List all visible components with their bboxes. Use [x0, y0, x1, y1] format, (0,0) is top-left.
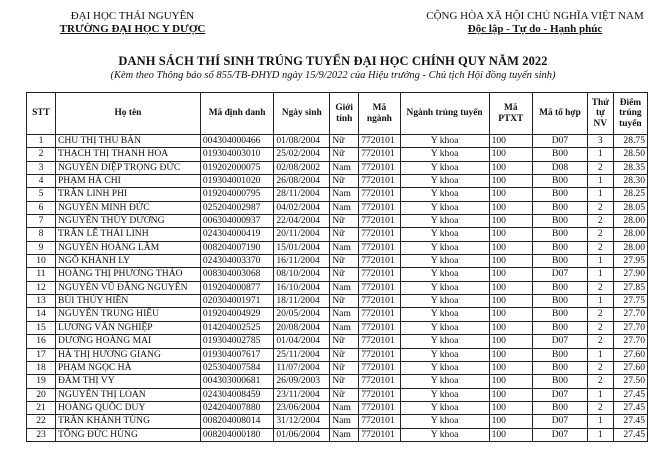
- cell-ma-ptxt: 100: [489, 148, 532, 161]
- cell-nganh-trung-tuyen: Y khoa: [400, 428, 489, 441]
- column-header-stt: STT: [27, 93, 56, 135]
- cell-ma-ptxt: 100: [489, 335, 532, 348]
- column-header-diem-trung-tuyen: Điểm trúng tuyển: [613, 93, 647, 135]
- national-motto: Độc lập - Tự do - Hạnh phúc: [467, 23, 603, 35]
- cell-ma-dinh-danh: 024304000419: [200, 228, 273, 241]
- cell-gioi-tinh: Nữ: [330, 255, 359, 268]
- cell-ma-nganh: 7720101: [359, 321, 400, 334]
- column-header-ma-dinh-danh: Mã định danh: [200, 93, 273, 135]
- cell-thu-tu-nv: 2: [587, 361, 613, 374]
- document-title: DANH SÁCH THÍ SINH TRÚNG TUYỂN ĐẠI HỌC CHÍNH QUY NĂM 2022: [118, 54, 548, 68]
- cell-ma-dinh-danh: 025204002987: [200, 201, 273, 214]
- cell-ma-ptxt: 100: [489, 188, 532, 201]
- cell-gioi-tinh: Nữ: [330, 135, 359, 148]
- cell-stt: 2: [27, 148, 56, 161]
- cell-nganh-trung-tuyen: Y khoa: [400, 148, 489, 161]
- cell-ma-nganh: 7720101: [359, 308, 400, 321]
- cell-ma-ptxt: 100: [489, 161, 532, 174]
- cell-ma-nganh: 7720101: [359, 255, 400, 268]
- cell-ngay-sinh: 23/11/2004: [274, 388, 330, 401]
- cell-nganh-trung-tuyen: Y khoa: [400, 295, 489, 308]
- cell-ma-to-hop: D07: [533, 388, 588, 401]
- national-header: [415, 10, 655, 36]
- cell-ma-ptxt: 100: [489, 361, 532, 374]
- cell-thu-tu-nv: 3: [587, 135, 613, 148]
- table-row: [27, 148, 648, 161]
- cell-thu-tu-nv: 2: [587, 241, 613, 254]
- cell-thu-tu-nv: 1: [587, 428, 613, 441]
- cell-stt: 1: [27, 135, 56, 148]
- cell-stt: 17: [27, 348, 56, 361]
- cell-diem-trung-tuyen: 28.50: [613, 148, 647, 161]
- cell-ma-nganh: 7720101: [359, 135, 400, 148]
- table-row: [27, 175, 648, 188]
- cell-nganh-trung-tuyen: Y khoa: [400, 308, 489, 321]
- cell-stt: 22: [27, 415, 56, 428]
- cell-ho-ten: NGUYỄN VŨ ĐĂNG NGUYÊN: [55, 281, 200, 294]
- column-header-ma-to-hop: Mã tổ hợp: [533, 93, 588, 135]
- cell-ma-nganh: 7720101: [359, 175, 400, 188]
- table-row: [27, 415, 648, 428]
- column-header-gioi-tinh: Giới tính: [330, 93, 359, 135]
- cell-ma-dinh-danh: 025304007584: [200, 361, 273, 374]
- table-row: [27, 428, 648, 441]
- cell-ma-ptxt: 100: [489, 268, 532, 281]
- cell-ma-ptxt: 100: [489, 348, 532, 361]
- cell-gioi-tinh: Nam: [330, 241, 359, 254]
- cell-ma-dinh-danh: 004304000466: [200, 135, 273, 148]
- cell-diem-trung-tuyen: 27.45: [613, 415, 647, 428]
- cell-ma-dinh-danh: 008204007190: [200, 241, 273, 254]
- cell-ma-dinh-danh: 019304002785: [200, 335, 273, 348]
- cell-ma-to-hop: B00: [533, 281, 588, 294]
- column-header-ma-ptxt: Mã PTXT: [489, 93, 532, 135]
- cell-gioi-tinh: Nữ: [330, 268, 359, 281]
- cell-ma-dinh-danh: 024204007880: [200, 401, 273, 414]
- cell-ma-nganh: 7720101: [359, 268, 400, 281]
- cell-gioi-tinh: Nam: [330, 415, 359, 428]
- cell-thu-tu-nv: 2: [587, 281, 613, 294]
- cell-diem-trung-tuyen: 27.45: [613, 428, 647, 441]
- cell-ma-nganh: 7720101: [359, 428, 400, 441]
- cell-ho-ten: TRẦN KHÁNH TÙNG: [55, 415, 200, 428]
- cell-ho-ten: THẠCH THỊ THANH HOA: [55, 148, 200, 161]
- column-header-nganh-trung-tuyen: Ngành trúng tuyển: [400, 93, 489, 135]
- table-row: [27, 321, 648, 334]
- cell-ma-nganh: 7720101: [359, 148, 400, 161]
- cell-ma-dinh-danh: 019204000877: [200, 281, 273, 294]
- cell-ma-ptxt: 100: [489, 295, 532, 308]
- cell-nganh-trung-tuyen: Y khoa: [400, 335, 489, 348]
- cell-diem-trung-tuyen: 27.70: [613, 335, 647, 348]
- cell-ma-ptxt: 100: [489, 281, 532, 294]
- cell-ma-to-hop: D07: [533, 335, 588, 348]
- cell-ma-to-hop: B00: [533, 295, 588, 308]
- cell-diem-trung-tuyen: 27.60: [613, 348, 647, 361]
- cell-ngay-sinh: 16/11/2004: [274, 255, 330, 268]
- cell-nganh-trung-tuyen: Y khoa: [400, 375, 489, 388]
- cell-nganh-trung-tuyen: Y khoa: [400, 321, 489, 334]
- cell-ho-ten: NGUYỄN THÙY DƯƠNG: [55, 215, 200, 228]
- cell-ma-nganh: 7720101: [359, 388, 400, 401]
- cell-diem-trung-tuyen: 28.00: [613, 215, 647, 228]
- cell-ma-to-hop: B00: [533, 308, 588, 321]
- cell-thu-tu-nv: 2: [587, 228, 613, 241]
- cell-diem-trung-tuyen: 28.05: [613, 201, 647, 214]
- cell-ho-ten: LƯƠNG VĂN NGHIỆP: [55, 321, 200, 334]
- cell-ngay-sinh: 02/08/2002: [274, 161, 330, 174]
- cell-ma-ptxt: 100: [489, 215, 532, 228]
- table-header-row: [27, 93, 648, 135]
- cell-ma-nganh: 7720101: [359, 201, 400, 214]
- cell-ma-to-hop: B00: [533, 321, 588, 334]
- table-row: [27, 135, 648, 148]
- cell-ma-dinh-danh: 024304008459: [200, 388, 273, 401]
- cell-nganh-trung-tuyen: Y khoa: [400, 255, 489, 268]
- cell-nganh-trung-tuyen: Y khoa: [400, 415, 489, 428]
- table-row: [27, 348, 648, 361]
- cell-ma-dinh-danh: 019304007617: [200, 348, 273, 361]
- cell-nganh-trung-tuyen: Y khoa: [400, 388, 489, 401]
- cell-ngay-sinh: 01/06/2004: [274, 428, 330, 441]
- cell-diem-trung-tuyen: 27.70: [613, 308, 647, 321]
- cell-stt: 21: [27, 401, 56, 414]
- cell-ngay-sinh: 28/11/2004: [274, 188, 330, 201]
- cell-ma-dinh-danh: 019202000075: [200, 161, 273, 174]
- cell-stt: 11: [27, 268, 56, 281]
- cell-diem-trung-tuyen: 27.45: [613, 401, 647, 414]
- cell-ma-nganh: 7720101: [359, 348, 400, 361]
- cell-thu-tu-nv: 1: [587, 175, 613, 188]
- cell-thu-tu-nv: 2: [587, 161, 613, 174]
- cell-ma-ptxt: 100: [489, 255, 532, 268]
- cell-thu-tu-nv: 1: [587, 268, 613, 281]
- cell-nganh-trung-tuyen: Y khoa: [400, 228, 489, 241]
- table-row: [27, 201, 648, 214]
- cell-stt: 18: [27, 361, 56, 374]
- cell-ho-ten: HOÀNG THỊ PHƯƠNG THẢO: [55, 268, 200, 281]
- cell-stt: 14: [27, 308, 56, 321]
- cell-ma-dinh-danh: 024304003370: [200, 255, 273, 268]
- republic-name: CỘNG HÒA XÃ HỘI CHỦ NGHĨA VIỆT NAM: [426, 10, 644, 22]
- cell-ma-ptxt: 100: [489, 241, 532, 254]
- cell-thu-tu-nv: 2: [587, 201, 613, 214]
- table-row: [27, 215, 648, 228]
- cell-ma-to-hop: B00: [533, 228, 588, 241]
- cell-ho-ten: TRẦN LÊ THÁI LINH: [55, 228, 200, 241]
- cell-ma-dinh-danh: 008304003068: [200, 268, 273, 281]
- cell-ho-ten: HOÀNG QUỐC DUY: [55, 401, 200, 414]
- cell-diem-trung-tuyen: 27.50: [613, 375, 647, 388]
- cell-ngay-sinh: 16/10/2004: [274, 281, 330, 294]
- cell-gioi-tinh: Nữ: [330, 388, 359, 401]
- cell-ma-to-hop: D07: [533, 415, 588, 428]
- cell-diem-trung-tuyen: 28.75: [613, 135, 647, 148]
- cell-ngay-sinh: 08/10/2004: [274, 268, 330, 281]
- cell-thu-tu-nv: 1: [587, 148, 613, 161]
- cell-ma-ptxt: 100: [489, 175, 532, 188]
- university-name: ĐẠI HỌC THÁI NGUYÊN: [70, 10, 195, 22]
- cell-stt: 3: [27, 161, 56, 174]
- cell-stt: 5: [27, 188, 56, 201]
- cell-stt: 10: [27, 255, 56, 268]
- table-row: [27, 361, 648, 374]
- cell-thu-tu-nv: 1: [587, 188, 613, 201]
- school-name: TRƯỜNG ĐẠI HỌC Y DƯỢC: [59, 23, 206, 35]
- cell-stt: 20: [27, 388, 56, 401]
- cell-thu-tu-nv: 2: [587, 375, 613, 388]
- cell-gioi-tinh: Nam: [330, 308, 359, 321]
- cell-ho-ten: PHẠM HÀ CHI: [55, 175, 200, 188]
- table-row: [27, 161, 648, 174]
- cell-stt: 16: [27, 335, 56, 348]
- cell-ho-ten: DƯƠNG HOÀNG MAI: [55, 335, 200, 348]
- cell-ngay-sinh: 22/04/2004: [274, 215, 330, 228]
- cell-ngay-sinh: 25/11/2004: [274, 348, 330, 361]
- cell-nganh-trung-tuyen: Y khoa: [400, 241, 489, 254]
- cell-diem-trung-tuyen: 28.30: [613, 175, 647, 188]
- document-subtitle: (Kèm theo Thông báo số 855/TB-ĐHYD ngày 15/9/2022 của Hiệu trưởng - Chủ tịch Hội đồng tuyển sinh): [110, 70, 556, 81]
- cell-ngay-sinh: 31/12/2004: [274, 415, 330, 428]
- cell-diem-trung-tuyen: 27.95: [613, 255, 647, 268]
- cell-thu-tu-nv: 2: [587, 321, 613, 334]
- cell-gioi-tinh: Nam: [330, 321, 359, 334]
- cell-thu-tu-nv: 1: [587, 348, 613, 361]
- cell-ma-nganh: 7720101: [359, 241, 400, 254]
- cell-ma-to-hop: B00: [533, 215, 588, 228]
- cell-gioi-tinh: Nam: [330, 281, 359, 294]
- cell-ma-dinh-danh: 019204000795: [200, 188, 273, 201]
- cell-diem-trung-tuyen: 28.35: [613, 161, 647, 174]
- institution-header: [40, 10, 225, 36]
- cell-ma-nganh: 7720101: [359, 215, 400, 228]
- table-row: [27, 268, 648, 281]
- cell-thu-tu-nv: 2: [587, 401, 613, 414]
- cell-thu-tu-nv: 2: [587, 215, 613, 228]
- cell-stt: 13: [27, 295, 56, 308]
- cell-ma-nganh: 7720101: [359, 228, 400, 241]
- cell-thu-tu-nv: 2: [587, 335, 613, 348]
- column-header-ngay-sinh: Ngày sinh: [274, 93, 330, 135]
- cell-nganh-trung-tuyen: Y khoa: [400, 135, 489, 148]
- cell-gioi-tinh: Nữ: [330, 375, 359, 388]
- cell-ngay-sinh: 20/08/2004: [274, 321, 330, 334]
- cell-diem-trung-tuyen: 28.00: [613, 228, 647, 241]
- cell-ho-ten: NGÔ KHÁNH LY: [55, 255, 200, 268]
- cell-nganh-trung-tuyen: Y khoa: [400, 268, 489, 281]
- cell-ma-nganh: 7720101: [359, 281, 400, 294]
- cell-ma-nganh: 7720101: [359, 401, 400, 414]
- cell-diem-trung-tuyen: 27.70: [613, 321, 647, 334]
- cell-ma-nganh: 7720101: [359, 295, 400, 308]
- cell-gioi-tinh: Nam: [330, 428, 359, 441]
- cell-ho-ten: PHẠM NGỌC HÀ: [55, 361, 200, 374]
- cell-ngay-sinh: 11/07/2004: [274, 361, 330, 374]
- cell-stt: 6: [27, 201, 56, 214]
- cell-nganh-trung-tuyen: Y khoa: [400, 215, 489, 228]
- cell-ho-ten: ĐÀM THỊ VY: [55, 375, 200, 388]
- cell-ma-nganh: 7720101: [359, 335, 400, 348]
- table-row: [27, 335, 648, 348]
- cell-ma-to-hop: D07: [533, 428, 588, 441]
- cell-ma-ptxt: 100: [489, 135, 532, 148]
- cell-stt: 12: [27, 281, 56, 294]
- cell-ma-to-hop: B00: [533, 241, 588, 254]
- cell-ma-nganh: 7720101: [359, 415, 400, 428]
- cell-gioi-tinh: Nam: [330, 188, 359, 201]
- cell-gioi-tinh: Nữ: [330, 148, 359, 161]
- cell-ma-ptxt: 100: [489, 401, 532, 414]
- cell-ma-dinh-danh: 004303000681: [200, 375, 273, 388]
- cell-nganh-trung-tuyen: Y khoa: [400, 188, 489, 201]
- cell-ma-ptxt: 100: [489, 308, 532, 321]
- cell-ma-to-hop: B00: [533, 201, 588, 214]
- cell-ma-dinh-danh: 020304001971: [200, 295, 273, 308]
- cell-gioi-tinh: Nữ: [330, 295, 359, 308]
- cell-ma-dinh-danh: 019204004929: [200, 308, 273, 321]
- cell-stt: 4: [27, 175, 56, 188]
- cell-nganh-trung-tuyen: Y khoa: [400, 348, 489, 361]
- cell-ma-to-hop: D08: [533, 161, 588, 174]
- cell-ma-nganh: 7720101: [359, 188, 400, 201]
- cell-ho-ten: NGUYỄN MINH ĐỨC: [55, 201, 200, 214]
- cell-ngay-sinh: 01/08/2004: [274, 135, 330, 148]
- cell-nganh-trung-tuyen: Y khoa: [400, 401, 489, 414]
- cell-gioi-tinh: Nữ: [330, 361, 359, 374]
- cell-ma-ptxt: 100: [489, 228, 532, 241]
- cell-stt: 23: [27, 428, 56, 441]
- cell-ho-ten: CHU THỊ THU BẢN: [55, 135, 200, 148]
- cell-ho-ten: HÀ THỊ HƯƠNG GIANG: [55, 348, 200, 361]
- cell-diem-trung-tuyen: 28.00: [613, 241, 647, 254]
- cell-nganh-trung-tuyen: Y khoa: [400, 161, 489, 174]
- cell-thu-tu-nv: 1: [587, 295, 613, 308]
- cell-ngay-sinh: 04/02/2004: [274, 201, 330, 214]
- cell-ma-to-hop: D07: [533, 268, 588, 281]
- cell-ma-nganh: 7720101: [359, 375, 400, 388]
- cell-ma-nganh: 7720101: [359, 361, 400, 374]
- cell-ngay-sinh: 26/08/2004: [274, 175, 330, 188]
- table-row: [27, 281, 648, 294]
- column-header-ho-ten: Họ tên: [55, 93, 200, 135]
- cell-ma-to-hop: B00: [533, 148, 588, 161]
- cell-nganh-trung-tuyen: Y khoa: [400, 201, 489, 214]
- cell-stt: 9: [27, 241, 56, 254]
- cell-ma-dinh-danh: 006304000937: [200, 215, 273, 228]
- cell-nganh-trung-tuyen: Y khoa: [400, 175, 489, 188]
- cell-nganh-trung-tuyen: Y khoa: [400, 281, 489, 294]
- cell-ma-to-hop: D07: [533, 135, 588, 148]
- cell-ma-to-hop: B00: [533, 361, 588, 374]
- table-row: [27, 228, 648, 241]
- cell-thu-tu-nv: 2: [587, 308, 613, 321]
- cell-ngay-sinh: 23/06/2004: [274, 401, 330, 414]
- cell-ma-to-hop: B00: [533, 255, 588, 268]
- table-row: [27, 295, 648, 308]
- cell-thu-tu-nv: 1: [587, 388, 613, 401]
- cell-gioi-tinh: Nữ: [330, 335, 359, 348]
- cell-diem-trung-tuyen: 27.85: [613, 281, 647, 294]
- cell-stt: 7: [27, 215, 56, 228]
- cell-ma-ptxt: 100: [489, 415, 532, 428]
- cell-ma-ptxt: 100: [489, 388, 532, 401]
- column-header-ma-nganh: Mã ngành: [359, 93, 400, 135]
- cell-ma-dinh-danh: 014204002525: [200, 321, 273, 334]
- cell-ho-ten: TRẦN LINH PHI: [55, 188, 200, 201]
- cell-ma-to-hop: B00: [533, 375, 588, 388]
- cell-ho-ten: NGUYỄN TRUNG HIẾU: [55, 308, 200, 321]
- cell-ngay-sinh: 18/11/2004: [274, 295, 330, 308]
- cell-diem-trung-tuyen: 27.75: [613, 295, 647, 308]
- cell-stt: 15: [27, 321, 56, 334]
- table-row: [27, 255, 648, 268]
- table-row: [27, 188, 648, 201]
- cell-ngay-sinh: 01/04/2004: [274, 335, 330, 348]
- cell-ma-dinh-danh: 019304001020: [200, 175, 273, 188]
- cell-diem-trung-tuyen: 27.60: [613, 361, 647, 374]
- cell-ma-ptxt: 100: [489, 201, 532, 214]
- cell-ho-ten: BÙI THÚY HIỀN: [55, 295, 200, 308]
- column-header-thu-tu-nv: Thứ tự NV: [587, 93, 613, 135]
- cell-ma-to-hop: B00: [533, 188, 588, 201]
- cell-ma-to-hop: B00: [533, 175, 588, 188]
- cell-ma-ptxt: 100: [489, 428, 532, 441]
- cell-ma-dinh-danh: 019304003010: [200, 148, 273, 161]
- cell-gioi-tinh: Nam: [330, 401, 359, 414]
- cell-ma-dinh-danh: 008204000180: [200, 428, 273, 441]
- cell-stt: 19: [27, 375, 56, 388]
- cell-ngay-sinh: 26/09/2003: [274, 375, 330, 388]
- table-row: [27, 388, 648, 401]
- cell-ho-ten: NGUYỄN DIỆP TRỌNG ĐỨC: [55, 161, 200, 174]
- cell-ho-ten: TÔNG ĐỨC HÙNG: [55, 428, 200, 441]
- cell-ma-to-hop: B00: [533, 401, 588, 414]
- cell-ma-dinh-danh: 008204008014: [200, 415, 273, 428]
- cell-ma-ptxt: 100: [489, 375, 532, 388]
- cell-diem-trung-tuyen: 27.45: [613, 388, 647, 401]
- cell-ngay-sinh: 20/05/2004: [274, 308, 330, 321]
- table-body: [27, 135, 648, 442]
- cell-diem-trung-tuyen: 27.90: [613, 268, 647, 281]
- cell-ho-ten: NGUYỄN THỊ LOAN: [55, 388, 200, 401]
- admission-table: [26, 92, 648, 442]
- cell-gioi-tinh: Nam: [330, 161, 359, 174]
- cell-ngay-sinh: 15/01/2004: [274, 241, 330, 254]
- cell-diem-trung-tuyen: 28.25: [613, 188, 647, 201]
- table-row: [27, 401, 648, 414]
- cell-ho-ten: NGUYỄN HOÀNG LÂM: [55, 241, 200, 254]
- cell-gioi-tinh: Nữ: [330, 215, 359, 228]
- cell-ngay-sinh: 20/11/2004: [274, 228, 330, 241]
- cell-ma-nganh: 7720101: [359, 161, 400, 174]
- table-row: [27, 375, 648, 388]
- cell-gioi-tinh: Nữ: [330, 175, 359, 188]
- cell-thu-tu-nv: 1: [587, 255, 613, 268]
- cell-gioi-tinh: Nữ: [330, 348, 359, 361]
- cell-ma-to-hop: B00: [533, 348, 588, 361]
- table-row: [27, 308, 648, 321]
- cell-ma-ptxt: 100: [489, 321, 532, 334]
- cell-stt: 8: [27, 228, 56, 241]
- cell-gioi-tinh: Nam: [330, 201, 359, 214]
- cell-gioi-tinh: Nữ: [330, 228, 359, 241]
- cell-ngay-sinh: 25/02/2004: [274, 148, 330, 161]
- table-row: [27, 241, 648, 254]
- cell-thu-tu-nv: 1: [587, 415, 613, 428]
- cell-nganh-trung-tuyen: Y khoa: [400, 361, 489, 374]
